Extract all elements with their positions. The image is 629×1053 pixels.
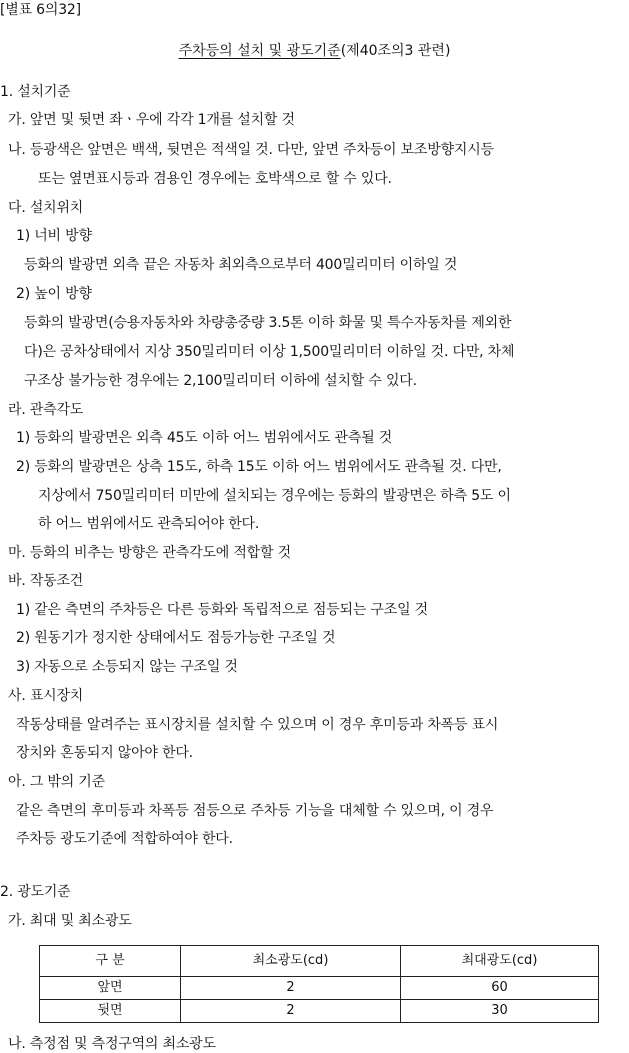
text-line: 2) 높이 방향 xyxy=(16,286,92,302)
text-line: 사. 표시장치 xyxy=(8,688,84,704)
table-cell: 앞면 xyxy=(40,977,181,1000)
text-line: 1) 같은 측면의 주차등은 다른 등화와 독립적으로 점등되는 구조일 것 xyxy=(16,602,428,618)
text-line: 1) 너비 방향 xyxy=(16,228,92,244)
text-line: 장치와 혼동되지 않아야 한다. xyxy=(16,745,193,761)
text-line: 2. 광도기준 xyxy=(0,884,71,900)
text-line: 아. 그 밖의 기준 xyxy=(8,774,105,790)
text-line: 같은 측면의 후미등과 차폭등 점등으로 주차등 기능을 대체할 수 있으며, 이 경우 xyxy=(16,803,494,819)
table-cell: 60 xyxy=(401,977,599,1000)
text-line: 다)은 공차상태에서 지상 350밀리미터 이상 1,500밀리미터 이하일 것. 다만, 차체 xyxy=(24,344,515,360)
text-line: 작동상태를 알려주는 표시장치를 설치할 수 있으며 이 경우 후미등과 차폭등 표시 xyxy=(16,717,499,733)
text-line: 나. 등광색은 앞면은 백색, 뒷면은 적색일 것. 다만, 앞면 주차등이 보조방향지시등 xyxy=(8,142,494,158)
title-suffix: (제40조의3 관련) xyxy=(340,43,451,59)
text-line: 하 어느 범위에서도 관측되어야 한다. xyxy=(38,516,260,532)
table-header-row xyxy=(40,946,599,977)
text-line: 지상에서 750밀리미터 미만에 설치되는 경우에는 등화의 발광면은 하측 5도 이 xyxy=(38,488,511,504)
text-line: 가. 앞면 및 뒷면 좌ㆍ우에 각각 1개를 설치할 것 xyxy=(8,112,295,128)
text-line: 바. 작동조건 xyxy=(8,573,84,589)
text-line: 2) 원동기가 정지한 상태에서도 점등가능한 구조일 것 xyxy=(16,630,336,646)
text-line: 등화의 발광면 외측 끝은 자동차 최외측으로부터 400밀리미터 이하일 것 xyxy=(24,257,458,273)
text-line: 3) 자동으로 소등되지 않는 구조일 것 xyxy=(16,659,238,675)
appendix-label: [별표 6의32] xyxy=(0,2,81,18)
table-cell: 2 xyxy=(181,1000,401,1023)
text-line: 다. 설치위치 xyxy=(8,200,84,216)
table-cell: 뒷면 xyxy=(40,1000,181,1023)
table-header-cell: 최소광도(cd) xyxy=(181,946,401,977)
text-line: 1. 설치기준 xyxy=(0,84,71,100)
document-title xyxy=(0,43,629,60)
text-line: 주차등 광도기준에 적합하여야 한다. xyxy=(16,831,233,847)
text-line: 1) 등화의 발광면은 외측 45도 이하 어느 범위에서도 관측될 것 xyxy=(16,430,393,446)
luminance-table xyxy=(39,945,599,1023)
table-header-cell: 구 분 xyxy=(40,946,181,977)
text-line: 또는 옆면표시등과 겸용인 경우에는 호박색으로 할 수 있다. xyxy=(38,171,392,187)
text-line: 라. 관측각도 xyxy=(8,402,84,418)
table-cell: 30 xyxy=(401,1000,599,1023)
text-line: 마. 등화의 비추는 방향은 관측각도에 적합할 것 xyxy=(8,545,291,561)
text-line: 나. 측정점 및 측정구역의 최소광도 xyxy=(8,1036,216,1052)
text-line: 2) 등화의 발광면은 상측 15도, 하측 15도 이하 어느 범위에서도 관측될 것. 다만, xyxy=(16,459,502,475)
table-row xyxy=(40,1000,599,1023)
table-header-cell: 최대광도(cd) xyxy=(401,946,599,977)
table-row xyxy=(40,977,599,1000)
table-cell: 2 xyxy=(181,977,401,1000)
title-main: 주차등의 설치 및 광도기준 xyxy=(178,43,341,59)
text-line: 가. 최대 및 최소광도 xyxy=(8,913,132,929)
text-line: 등화의 발광면(승용자동차와 차량총중량 3.5톤 이하 화물 및 특수자동차를 제외한 xyxy=(24,315,512,331)
text-line: 구조상 불가능한 경우에는 2,100밀리미터 이하에 설치할 수 있다. xyxy=(24,373,417,389)
